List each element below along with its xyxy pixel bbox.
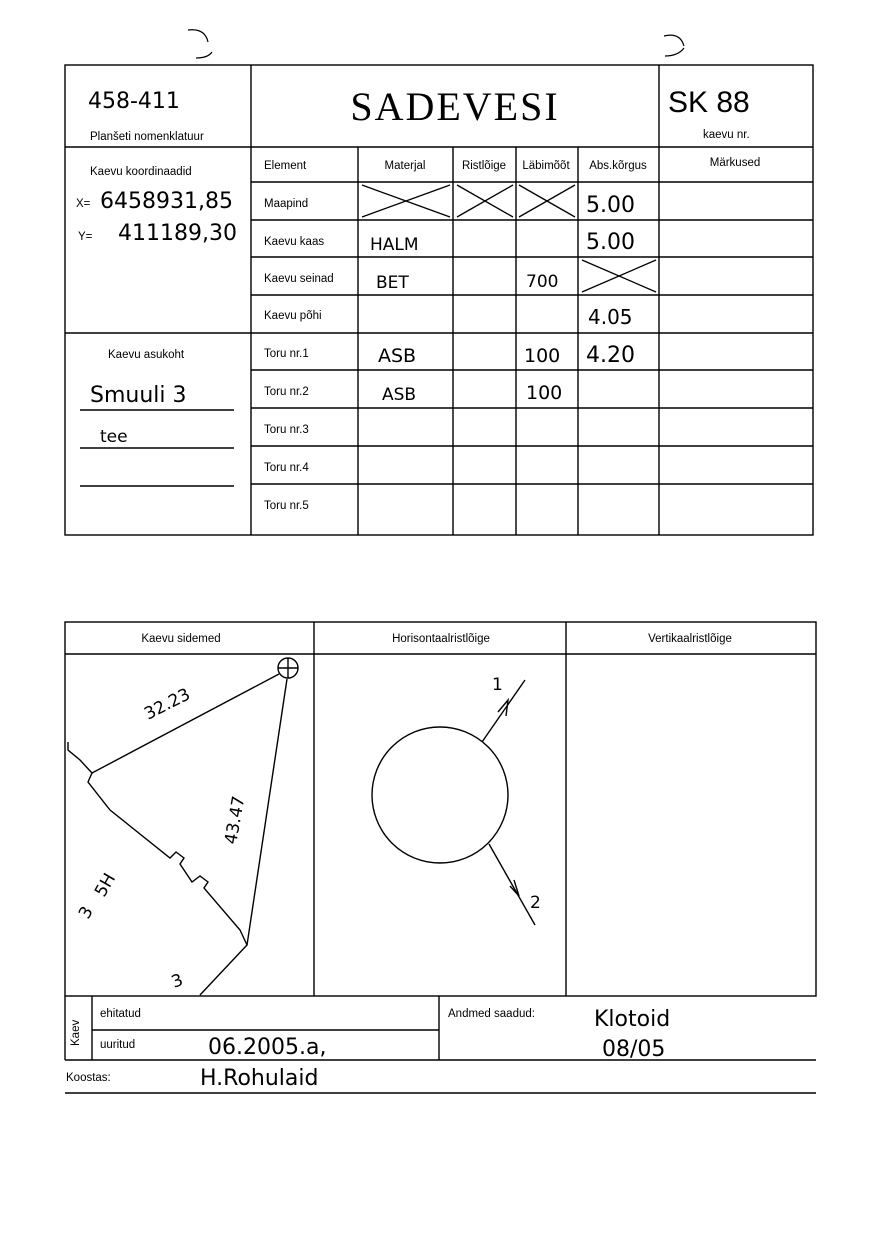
row-element: Toru nr.4 xyxy=(264,462,309,474)
table-values xyxy=(370,193,635,405)
data-date: 08/05 xyxy=(602,1037,666,1062)
tie-sketch xyxy=(68,658,298,995)
col-header: Märkused xyxy=(709,157,761,169)
pipe-1-arrow-icon xyxy=(498,700,508,716)
col-header: Abs.kõrgus xyxy=(589,160,647,172)
table-rows xyxy=(264,198,334,512)
tie-distance-1: 32.23 xyxy=(141,684,194,725)
cell-diameter: 700 xyxy=(526,272,559,292)
tie-ref-1: 3 xyxy=(75,903,98,923)
row-element: Toru nr.2 xyxy=(264,386,309,398)
tie-ref-2: 5H xyxy=(91,870,121,901)
cell-diameter: 100 xyxy=(524,345,561,367)
table-header xyxy=(264,157,760,172)
tie-distance-2: 43.47 xyxy=(221,794,250,846)
pipe-1-label: 1 xyxy=(492,675,503,695)
coord-x-value: 6458931,85 xyxy=(100,189,233,214)
cell-height: 5.00 xyxy=(586,193,635,218)
cell-height: 4.05 xyxy=(588,305,633,329)
col-header: Element xyxy=(264,160,307,172)
cell-height: 4.20 xyxy=(586,343,635,368)
cell-material: HALM xyxy=(370,235,419,255)
coords-label: Kaevu koordinaadid xyxy=(90,166,192,178)
col-header: Materjal xyxy=(384,160,426,172)
data-received-label: Andmed saadud: xyxy=(448,1008,535,1020)
built-label: ehitatud xyxy=(100,1008,141,1020)
cell-diameter: 100 xyxy=(526,382,563,404)
row-element: Toru nr.1 xyxy=(264,348,309,360)
building-wall xyxy=(68,742,250,995)
pipe-2-label: 2 xyxy=(530,893,541,913)
horizontal-section xyxy=(372,680,535,925)
row-element: Maapind xyxy=(264,198,309,210)
page-title: SADEVESI xyxy=(350,84,560,129)
data-source: Klotoid xyxy=(594,1007,671,1032)
cell-material: BET xyxy=(376,273,409,293)
lower-headers xyxy=(141,633,732,645)
horizontal-section-title: Horisontaalristlõige xyxy=(392,633,490,645)
location-line2: tee xyxy=(100,427,128,447)
tie-labels xyxy=(75,685,249,993)
row-element: Kaevu seinad xyxy=(264,273,334,285)
coord-y-label: Y= xyxy=(78,231,93,243)
footer-grid xyxy=(65,996,816,1093)
well-label: Kaev xyxy=(70,1019,82,1046)
well-circle xyxy=(372,727,508,863)
col-header: Ristlõige xyxy=(461,160,507,172)
cell-height: 5.00 xyxy=(586,230,635,255)
lower-grid xyxy=(65,622,816,996)
tie-line-2 xyxy=(247,679,287,945)
well-id: SK 88 xyxy=(668,86,750,119)
pipe-1-line xyxy=(482,680,525,742)
col-header: Läbimõõt xyxy=(522,160,570,172)
punch-marks xyxy=(188,30,684,58)
pipe-2-line xyxy=(489,844,535,925)
cell-material: ASB xyxy=(382,385,417,405)
row-element: Kaevu kaas xyxy=(264,236,325,248)
cell-material: ASB xyxy=(378,345,417,367)
row-element: Toru nr.3 xyxy=(264,424,309,436)
location-line1: Smuuli 3 xyxy=(90,383,187,408)
surveyed-label: uuritud xyxy=(100,1039,136,1051)
coord-x-label: X= xyxy=(76,198,91,210)
tie-ref-3: 3 xyxy=(168,970,186,993)
row-element: Kaevu põhi xyxy=(264,310,322,322)
compiled-by: H.Rohulaid xyxy=(200,1066,319,1091)
surveyed-date: 06.2005.a, xyxy=(208,1035,327,1060)
sheet-number-label: Planšeti nomenklatuur xyxy=(90,131,204,143)
row-element: Toru nr.5 xyxy=(264,500,309,512)
well-id-label: kaevu nr. xyxy=(703,129,750,141)
tie-panel-title: Kaevu sidemed xyxy=(141,633,221,645)
coord-y-value: 411189,30 xyxy=(118,221,237,246)
compiled-label: Koostas: xyxy=(66,1072,111,1084)
sheet-number: 458-411 xyxy=(88,89,180,114)
location-label: Kaevu asukoht xyxy=(108,349,185,361)
vertical-section-title: Vertikaalristlõige xyxy=(648,633,732,645)
